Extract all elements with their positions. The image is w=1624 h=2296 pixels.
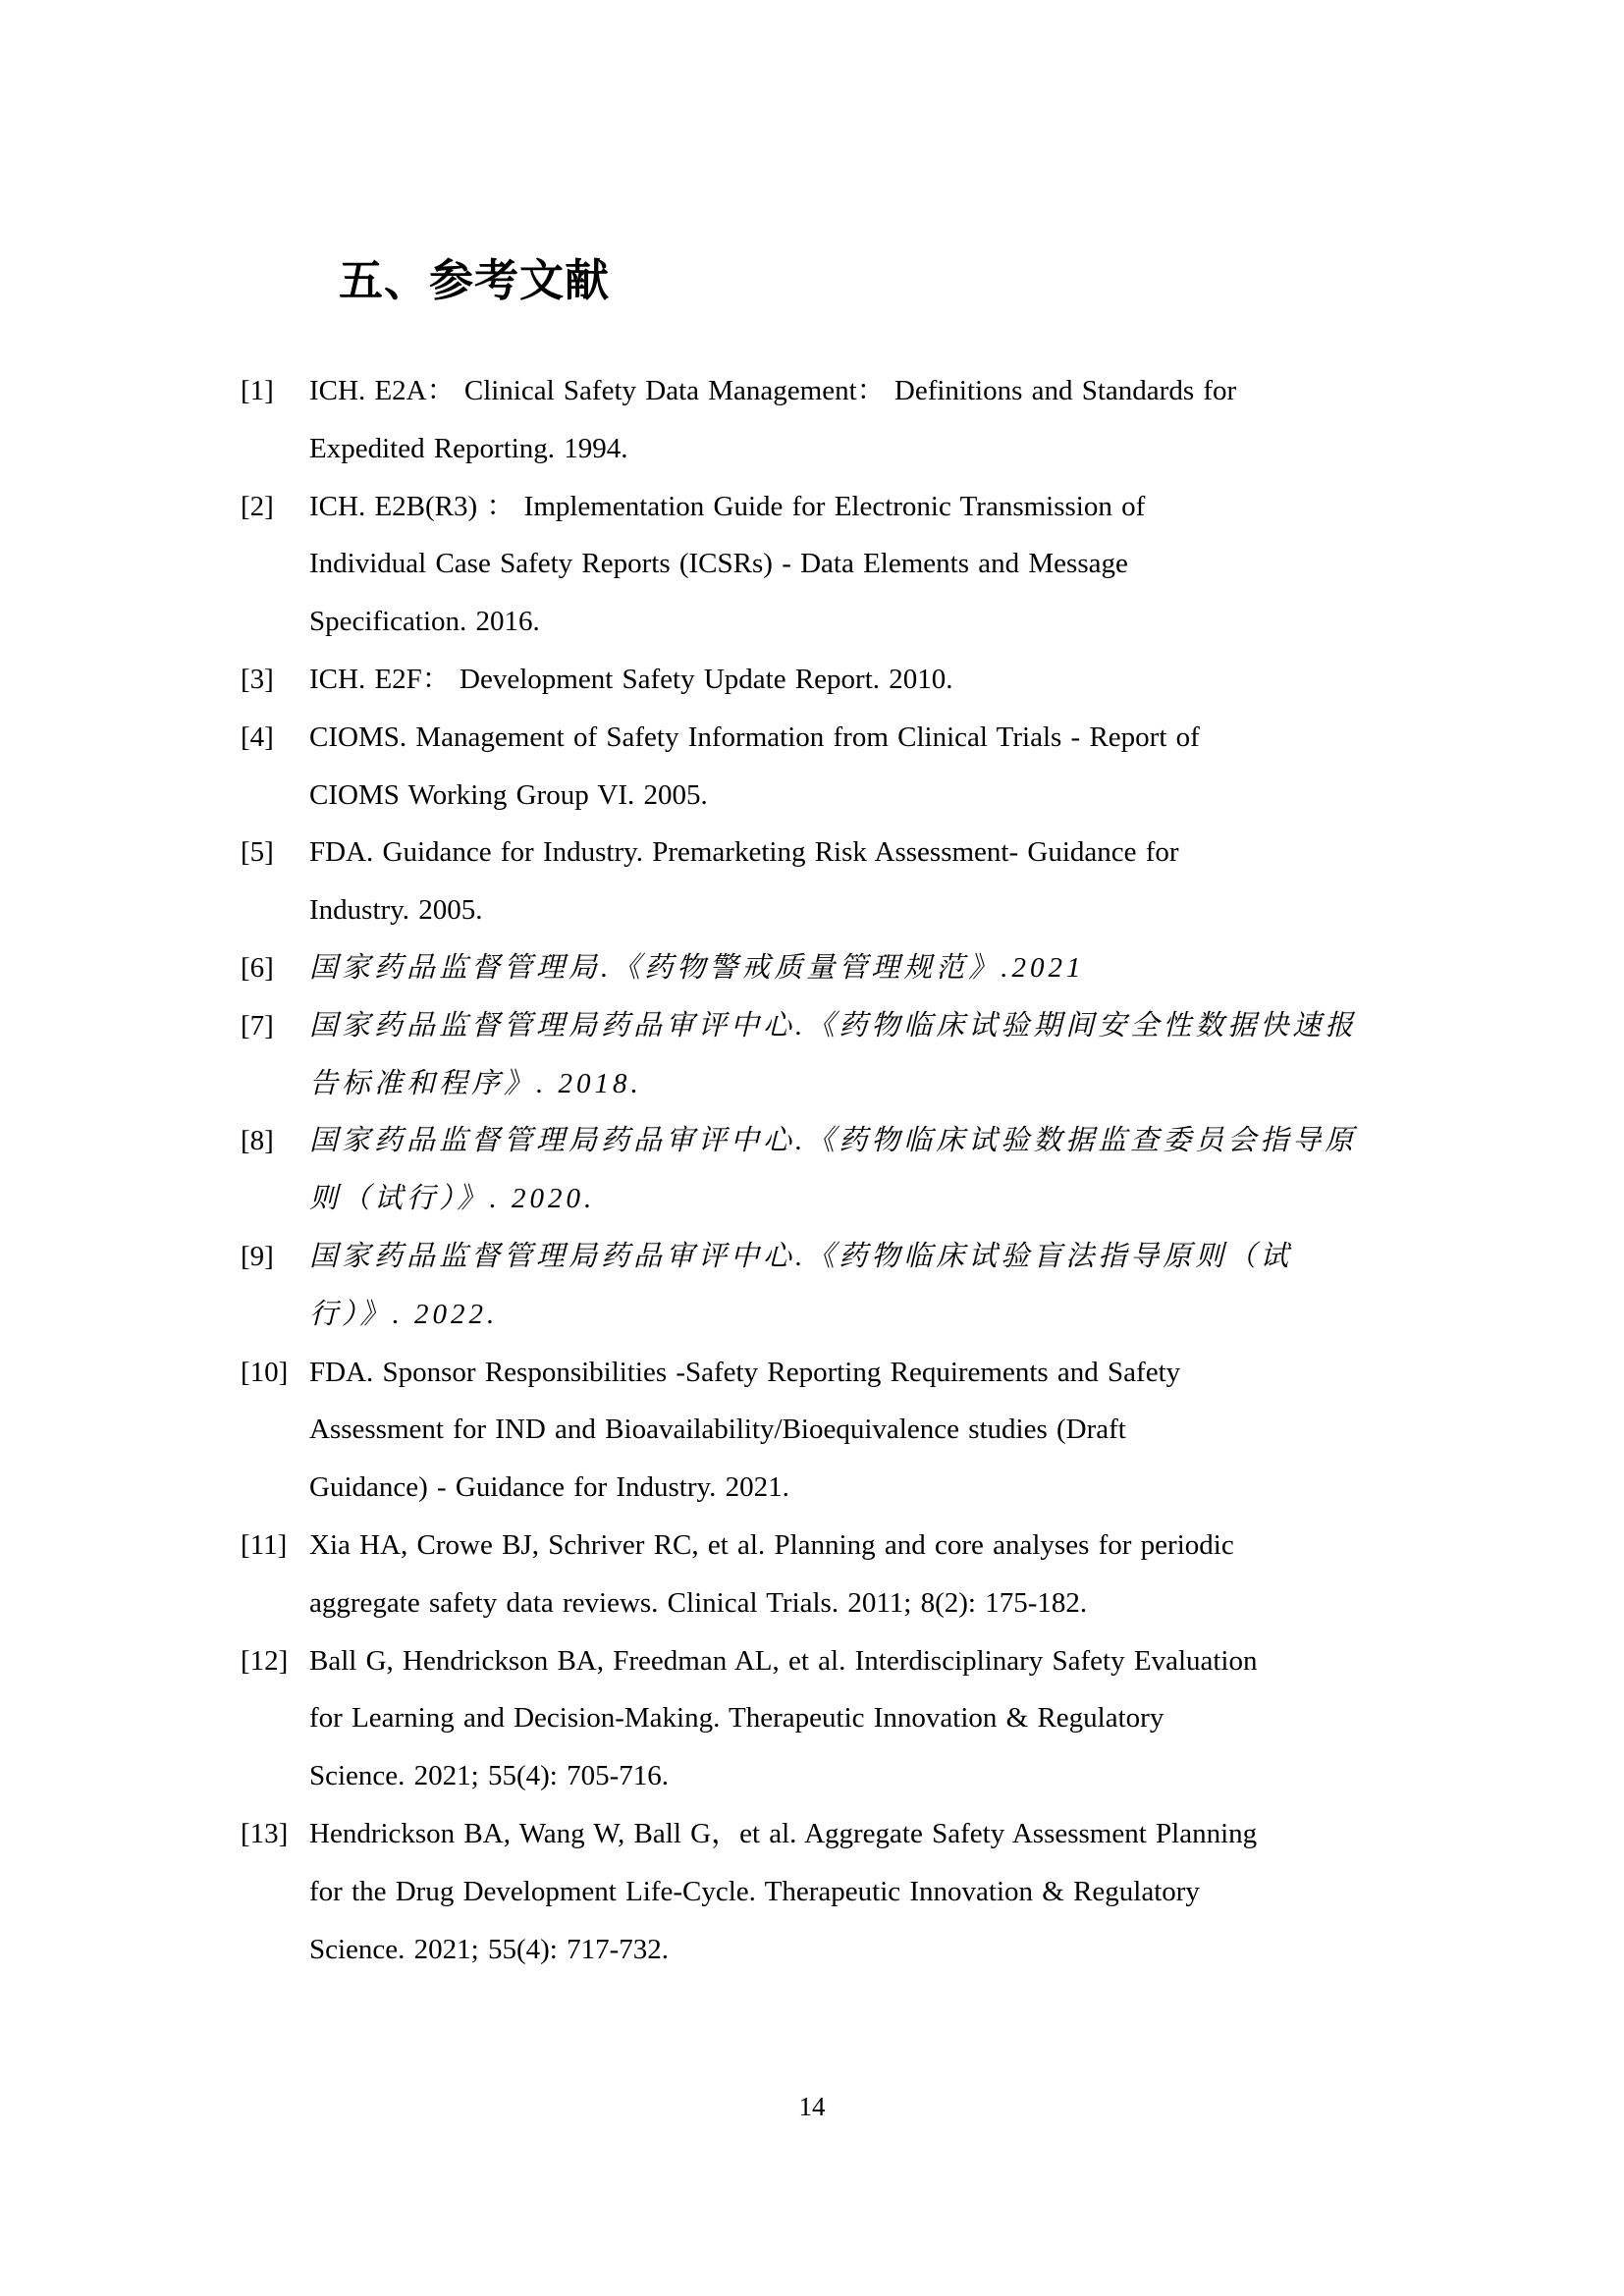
reference-line: Industry. 2005.	[309, 894, 483, 927]
reference-line: Specification. 2016.	[309, 606, 540, 638]
reference-line: Science. 2021; 55(4): 717-732.	[309, 1933, 670, 1965]
reference-line: aggregate safety data reviews. Clinical Trials. 2011; 8(2): 175-182.	[309, 1586, 1088, 1619]
reference-text	[309, 824, 1388, 939]
reference-line: FDA. Sponsor Responsibilities -Safety Reporting Requirements and Safety	[309, 1356, 1181, 1388]
reference-item	[241, 709, 1388, 825]
reference-text	[309, 709, 1388, 825]
reference-number: [12]	[241, 1644, 289, 1677]
reference-item	[241, 939, 1388, 997]
reference-line: ICH. E2F： Development Safety Update Report. 2010.	[309, 663, 953, 695]
reference-item	[241, 1805, 1388, 1978]
reference-number: [7]	[241, 1009, 274, 1041]
reference-text	[309, 939, 1388, 997]
reference-item	[241, 1228, 1388, 1344]
reference-line: Ball G, Hendrickson BA, Freedman AL, et al. Interdisciplinary Safety Evaluation	[309, 1644, 1258, 1677]
reference-line: ICH. E2B(R3) ： Implementation Guide for Electronic Transmission of	[309, 490, 1146, 522]
page-number: 14	[798, 2092, 826, 2121]
reference-item	[241, 1112, 1388, 1228]
reference-number: [5]	[241, 836, 274, 869]
reference-line: 国家药品监督管理局药品审评中心.《药物临床试验盲法指导原则（试	[309, 1240, 1293, 1272]
reference-item	[241, 362, 1388, 478]
reference-text	[309, 1228, 1388, 1344]
section-title: 五、参考文献	[339, 255, 611, 305]
reference-text	[309, 362, 1388, 478]
reference-item	[241, 1344, 1388, 1517]
reference-line: Assessment for IND and Bioavailability/Bioequivalence studies (Draft	[309, 1414, 1126, 1446]
reference-number: [9]	[241, 1240, 274, 1272]
reference-line: Science. 2021; 55(4): 705-716.	[309, 1760, 670, 1792]
reference-number: [11]	[241, 1528, 288, 1561]
reference-text	[309, 1632, 1388, 1805]
reference-text	[309, 478, 1388, 651]
reference-line: 告标准和程序》. 2018.	[309, 1067, 642, 1099]
reference-line: 国家药品监督管理局.《药物警戒质量管理规范》.2021	[309, 951, 1085, 984]
reference-line: CIOMS Working Group VI. 2005.	[309, 778, 708, 811]
reference-number: [6]	[241, 951, 274, 984]
reference-line: 则（试行）》. 2020.	[309, 1183, 596, 1215]
reference-text	[309, 997, 1388, 1113]
reference-line: 国家药品监督管理局药品审评中心.《药物临床试验数据监查委员会指导原	[309, 1125, 1358, 1157]
reference-number: [4]	[241, 721, 274, 753]
reference-line: Xia HA, Crowe BJ, Schriver RC, et al. Planning and core analyses for periodic	[309, 1528, 1234, 1561]
reference-list	[241, 362, 1388, 1978]
reference-text	[309, 1805, 1388, 1978]
reference-text	[309, 1517, 1388, 1632]
reference-number: [10]	[241, 1356, 289, 1388]
reference-line: Hendrickson BA, Wang W, Ball G，et al. Aggregate Safety Assessment Planning	[309, 1817, 1258, 1849]
reference-text	[309, 651, 1388, 709]
reference-number: [1]	[241, 375, 274, 406]
reference-line: Guidance) - Guidance for Industry. 2021.	[309, 1471, 789, 1504]
reference-line: Expedited Reporting. 1994.	[309, 432, 628, 464]
reference-line: for the Drug Development Life-Cycle. Therapeutic Innovation & Regulatory	[309, 1875, 1200, 1907]
reference-item	[241, 1517, 1388, 1632]
reference-text	[309, 1344, 1388, 1517]
reference-number: [8]	[241, 1125, 274, 1157]
reference-line: Individual Case Safety Reports (ICSRs) - Data Elements and Message	[309, 548, 1128, 580]
reference-number: [3]	[241, 663, 274, 695]
reference-text	[309, 1112, 1388, 1228]
reference-number: [2]	[241, 490, 274, 522]
reference-line: CIOMS. Management of Safety Information from Clinical Trials - Report of	[309, 721, 1200, 753]
reference-line: 国家药品监督管理局药品审评中心.《药物临床试验期间安全性数据快速报	[309, 1009, 1358, 1041]
reference-line: FDA. Guidance for Industry. Premarketing Risk Assessment- Guidance for	[309, 836, 1179, 869]
reference-line: ICH. E2A： Clinical Safety Data Management： Definitions and Standards for	[309, 375, 1237, 406]
reference-line: 行）》. 2022.	[309, 1298, 499, 1330]
reference-item	[241, 997, 1388, 1113]
reference-item	[241, 824, 1388, 939]
reference-number: [13]	[241, 1817, 289, 1849]
reference-item	[241, 1632, 1388, 1805]
reference-line: for Learning and Decision-Making. Therapeutic Innovation & Regulatory	[309, 1702, 1164, 1735]
reference-item	[241, 651, 1388, 709]
reference-item	[241, 478, 1388, 651]
